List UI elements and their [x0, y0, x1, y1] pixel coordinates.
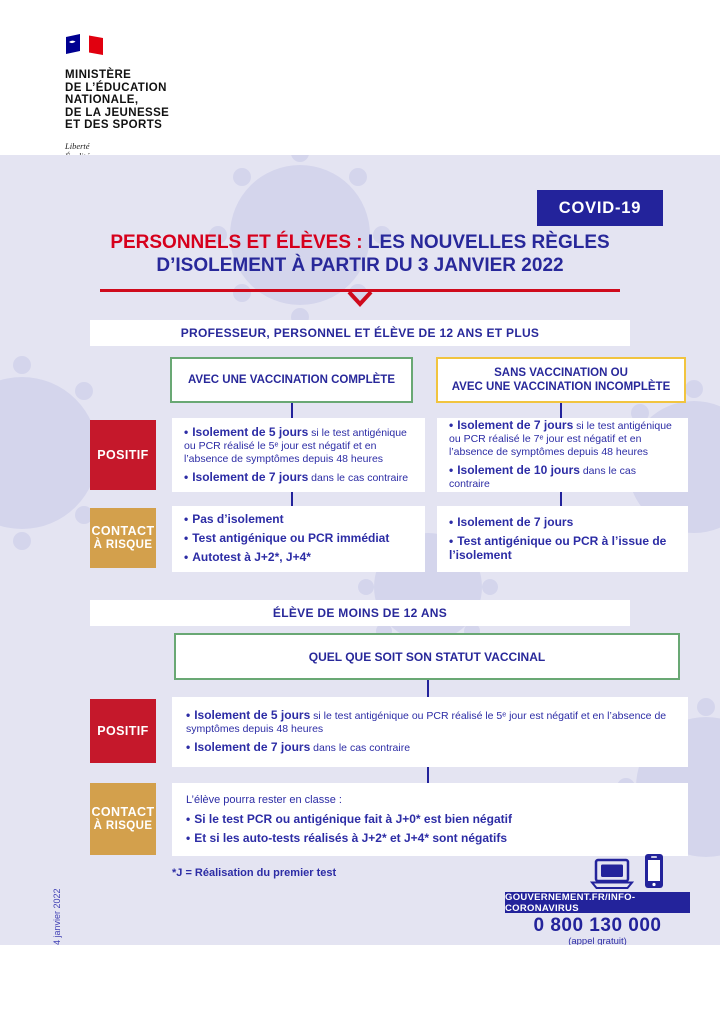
ministry-line: DE L’ÉDUCATION	[65, 81, 167, 94]
ministry-line: NATIONALE,	[65, 94, 139, 106]
rule-bold: Isolement de 7 jours	[457, 514, 574, 529]
vaccinated-title-box: AVEC UNE VACCINATION COMPLÈTE	[170, 357, 413, 403]
chevron-down-icon	[346, 291, 374, 307]
title-line1	[0, 231, 720, 254]
rule-text: si le test antigénique ou PCR réalisé le 7ᵉ jour est négatif et en l’absence de symptômes depuis 48 heures	[449, 420, 672, 458]
unvaccinated-title-box	[436, 357, 686, 403]
rule-text: si le test antigénique ou PCR réalisé le 5ᵉ jour est négatif et en l’absence de symptômes depuis 48 heures	[186, 710, 667, 735]
list-item	[184, 471, 413, 485]
unvaccinated-title-line: AVEC UNE VACCINATION INCOMPLÈTE	[451, 381, 671, 393]
rule-bold: Isolement de 5 jours	[194, 708, 311, 722]
rule-bold: Autotest à J+2*, J+4*	[192, 550, 311, 564]
contact-unvaccinated-box	[437, 506, 688, 572]
list-item	[186, 709, 674, 736]
list-item	[184, 426, 413, 466]
contact-label-line: CONTACT	[91, 523, 155, 538]
connector-line	[291, 403, 293, 418]
footnote: *J = Réalisation du premier test	[172, 867, 337, 879]
connector-line	[560, 492, 562, 506]
contact-intro: L’élève pourra rester en classe :	[186, 794, 342, 806]
contact-vaccinated-box	[172, 506, 425, 572]
smartphone-icon	[644, 853, 664, 894]
list-item	[449, 419, 676, 459]
laptop-icon	[588, 858, 636, 895]
list-item	[186, 813, 674, 827]
list-item	[186, 832, 674, 846]
unvaccinated-title-line: SANS VACCINATION OU	[494, 367, 628, 379]
list-item	[184, 532, 413, 546]
contact-risque-label	[90, 783, 156, 855]
section-header-12plus: PROFESSEUR, PERSONNEL ET ÉLÈVE DE 12 ANS ET PLUS	[90, 320, 630, 346]
contact-label-line: CONTACT	[91, 804, 155, 819]
connector-line	[427, 680, 429, 697]
rule-bold: Pas d’isolement	[192, 512, 284, 526]
list-item	[186, 741, 674, 755]
positif-label: POSITIF	[90, 420, 156, 490]
rule-bold: Isolement de 10 jours	[457, 463, 580, 477]
title-red-part: PERSONNELS ET ÉLÈVES :	[110, 232, 363, 253]
positif-under12-box	[172, 697, 688, 767]
connector-line	[427, 767, 429, 783]
contact-under12-box	[172, 783, 688, 856]
ministry-name	[65, 69, 169, 132]
covid-badge: COVID-19	[537, 190, 663, 226]
rule-bold: Isolement de 5 jours	[192, 424, 309, 439]
poster-body	[0, 155, 720, 945]
ministry-line: DE LA JEUNESSE	[65, 106, 170, 119]
rule-text: dans le cas contraire	[310, 742, 411, 754]
contact-risque-label	[90, 508, 156, 568]
french-flag-icon	[65, 33, 169, 69]
rule-text: dans le cas contraire	[449, 465, 636, 490]
connector-line	[560, 403, 562, 418]
government-website-banner: GOUVERNEMENT.FR/INFO-CORONAVIRUS	[505, 892, 690, 913]
rule-bold: Isolement de 7 jours	[194, 740, 311, 754]
ministry-logo	[65, 33, 169, 172]
hotline-note: (appel gratuit)	[568, 936, 627, 945]
rule-text: dans le cas contraire	[308, 471, 409, 484]
ministry-line: MINISTÈRE	[65, 69, 132, 81]
ministry-line: ET DES SPORTS	[65, 119, 163, 131]
rule-bold: Et si les auto-tests réalisés à J+2* et J+4* sont négatifs	[194, 830, 508, 845]
rule-bold: Test antigénique ou PCR à l’issue de l’isolement	[449, 533, 667, 562]
title-blue-part: LES NOUVELLES RÈGLES	[367, 232, 610, 253]
list-item	[184, 513, 413, 527]
rule-text: si le test antigénique ou PCR réalisé le 5ᵉ jour est négatif et en l’absence de symptômes depuis 48 heures	[184, 426, 407, 465]
title-line2: D’ISOLEMENT À PARTIR DU 3 JANVIER 2022	[156, 255, 564, 276]
publication-date: 4 janvier 2022	[52, 888, 62, 945]
positif-unvaccinated-box	[437, 418, 688, 492]
connector-line	[291, 492, 293, 506]
list-item	[449, 516, 676, 530]
rule-bold: Test antigénique ou PCR immédiat	[192, 531, 390, 545]
positif-vaccinated-box	[172, 418, 425, 492]
positif-label: POSITIF	[90, 699, 156, 763]
list-item	[449, 535, 676, 563]
status-vaccinal-box: QUEL QUE SOIT SON STATUT VACCINAL	[174, 633, 680, 680]
rule-bold: Isolement de 7 jours	[192, 469, 309, 484]
list-item	[184, 551, 413, 565]
hotline-number: 0 800 130 000	[533, 915, 662, 936]
contact-label-line: À RISQUE	[93, 820, 153, 832]
rule-bold: Isolement de 7 jours	[457, 418, 574, 432]
motto-line: Liberté	[65, 140, 90, 151]
section-header-under12: ÉLÈVE DE MOINS DE 12 ANS	[90, 600, 630, 626]
poster-title	[0, 231, 720, 277]
contact-label-line: À RISQUE	[93, 539, 153, 551]
rule-bold: Si le test PCR ou antigénique fait à J+0* est bien négatif	[194, 811, 512, 826]
list-item	[449, 464, 676, 491]
